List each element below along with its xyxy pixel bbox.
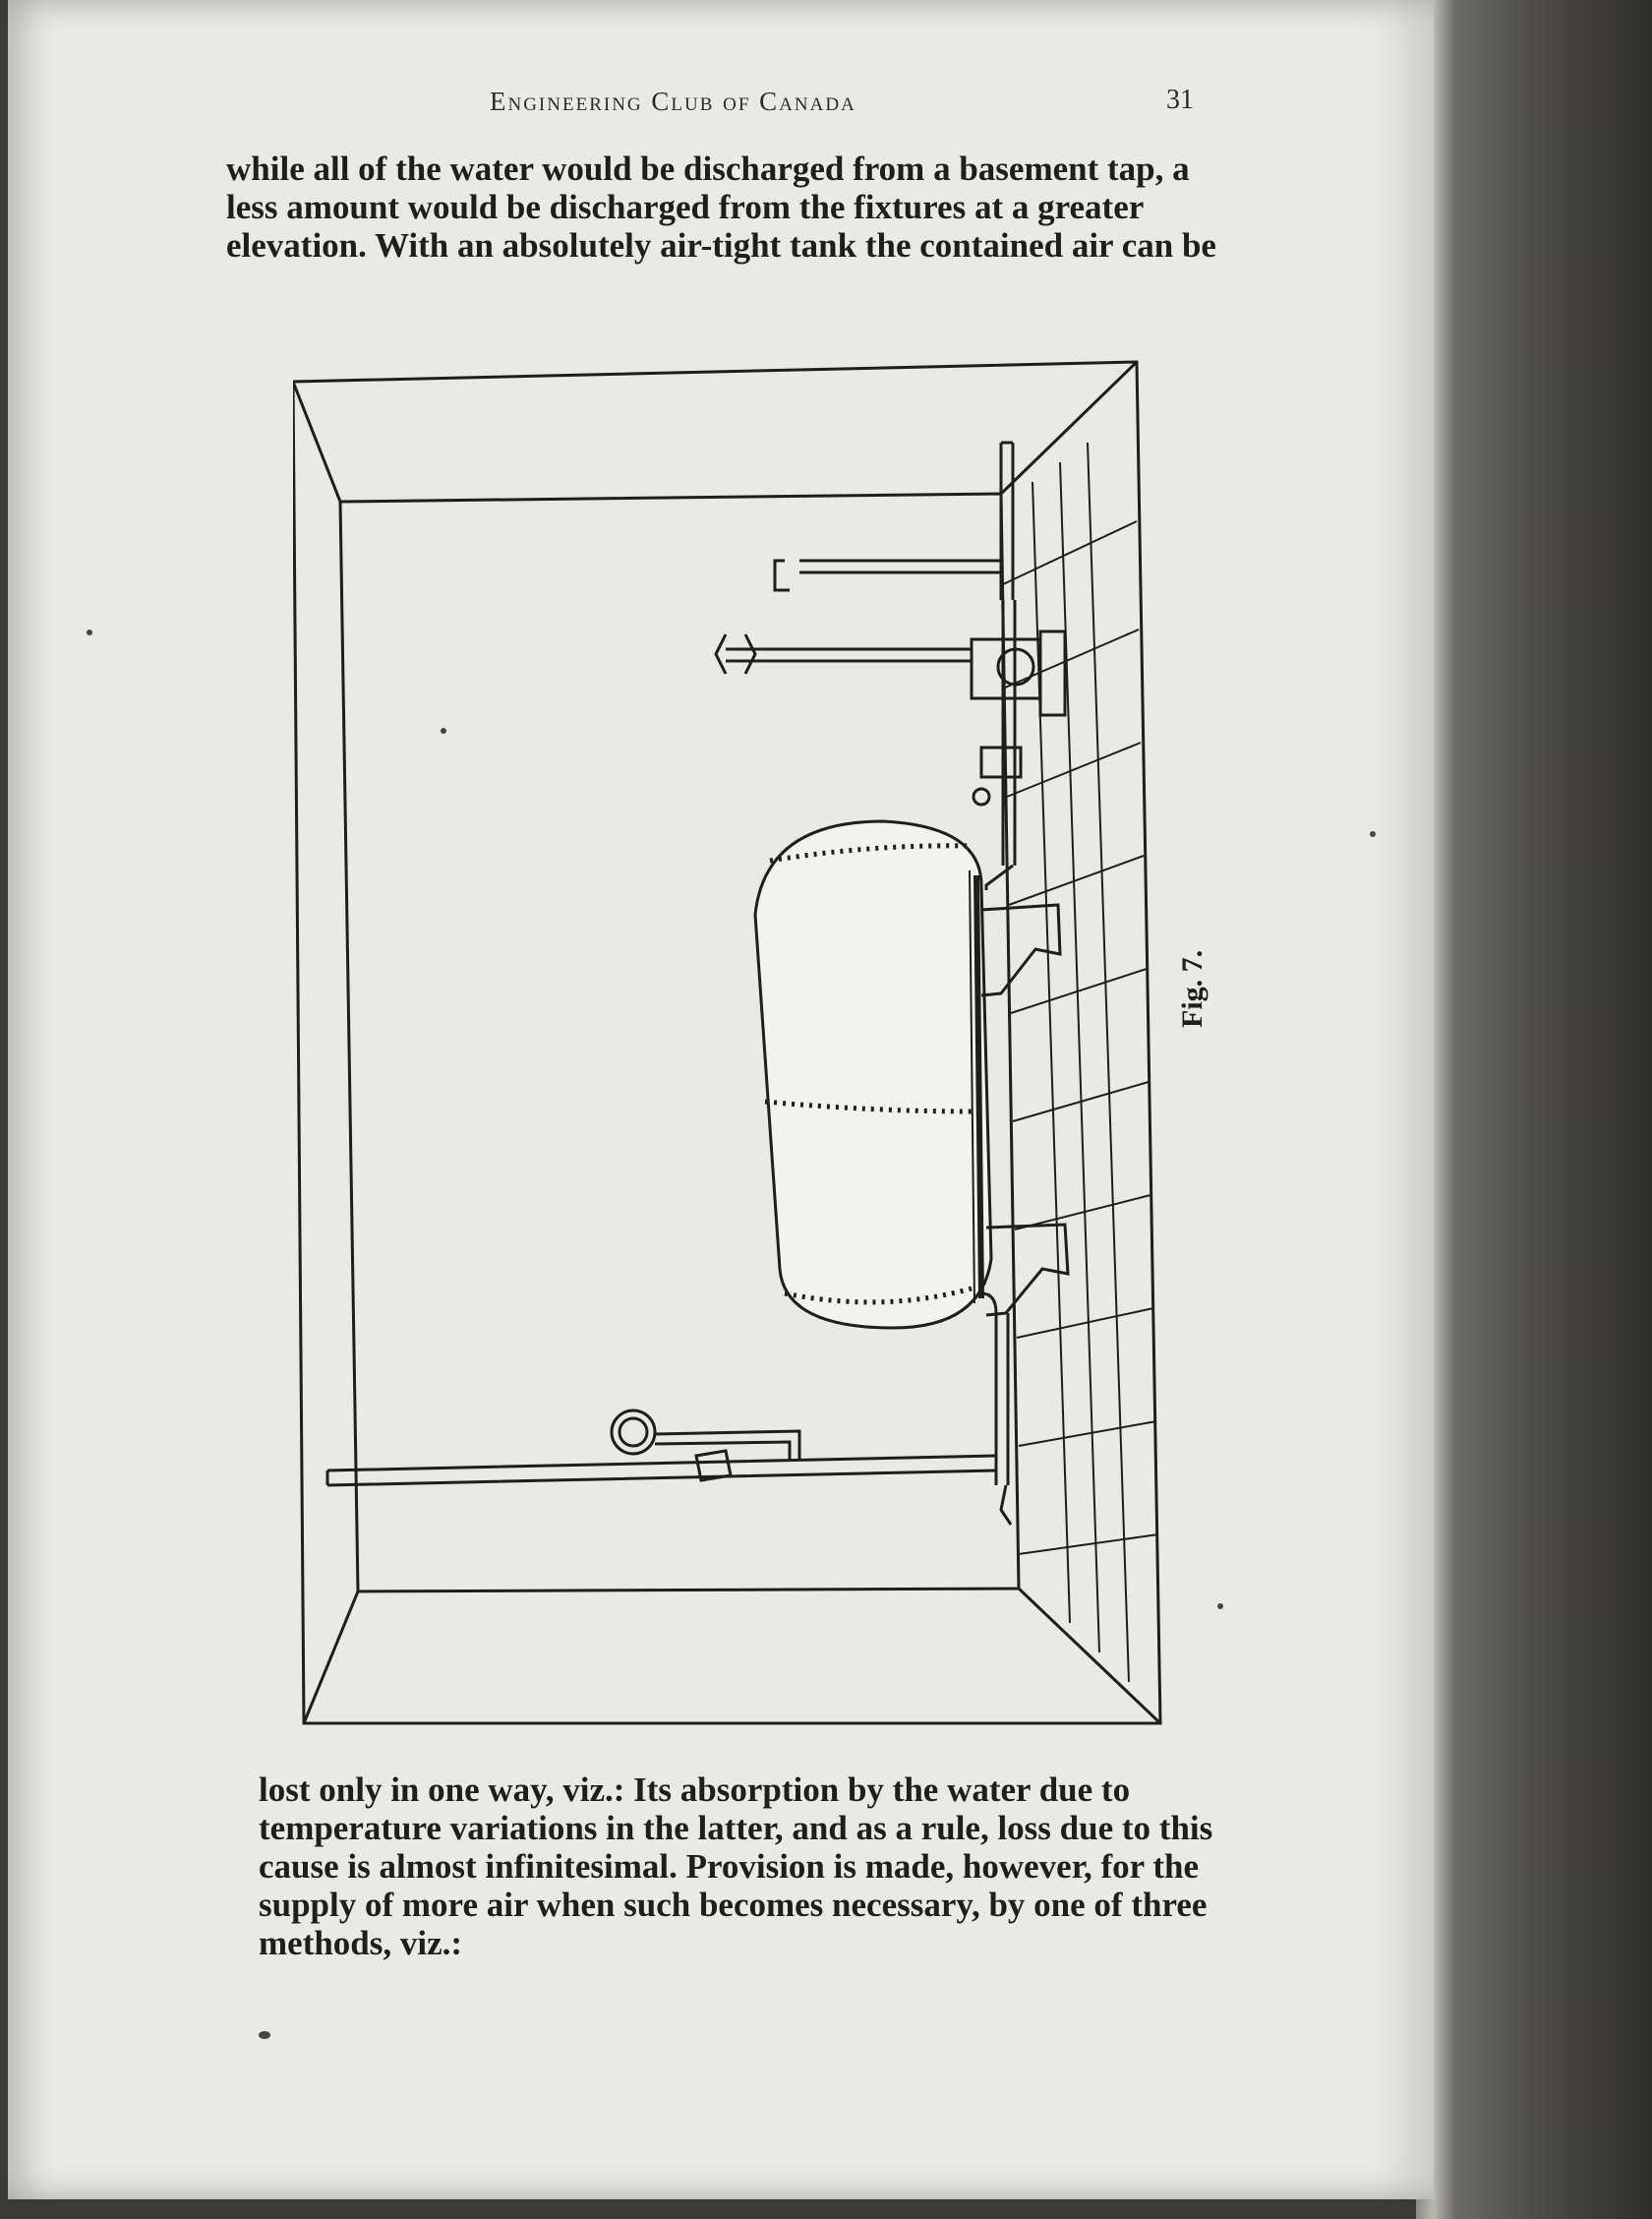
perspective-line	[304, 1591, 358, 1723]
print-speck	[441, 728, 446, 734]
room-outer-frame	[293, 362, 1160, 1723]
page-number: 31	[1166, 85, 1194, 115]
running-head: Engineering Club of Canada	[490, 87, 856, 116]
perspective-line	[293, 382, 340, 502]
perspective-line	[1001, 362, 1137, 494]
figure-caption: Fig. 7.	[1176, 949, 1209, 1028]
print-speck	[1217, 1603, 1223, 1609]
print-speck	[1370, 831, 1376, 837]
perspective-line	[1019, 1589, 1160, 1723]
book-spine	[1416, 0, 1652, 2219]
paragraph-bottom: lost only in one way, viz.: Its absorption by the water due to temperature variations in the latter, and as a rule, loss due to this cause is almost infinitesimal. Provision is made, however, for the supply of more air when such becomes necessary, by one of three methods, viz.:	[259, 1770, 1213, 1962]
print-speck	[87, 630, 92, 635]
figure-7-illustration	[293, 354, 1178, 1731]
brick-floor	[1001, 443, 1158, 1682]
paragraph-top: while all of the water would be discharged from a basement tap, a less amount would be discharged from the fixtures at a greater elevation. With an absolutely air-tight tank the contained air can be	[226, 150, 1216, 265]
book-page	[8, 0, 1434, 2199]
print-speck	[259, 2031, 270, 2039]
pressure-tank	[755, 821, 991, 1328]
